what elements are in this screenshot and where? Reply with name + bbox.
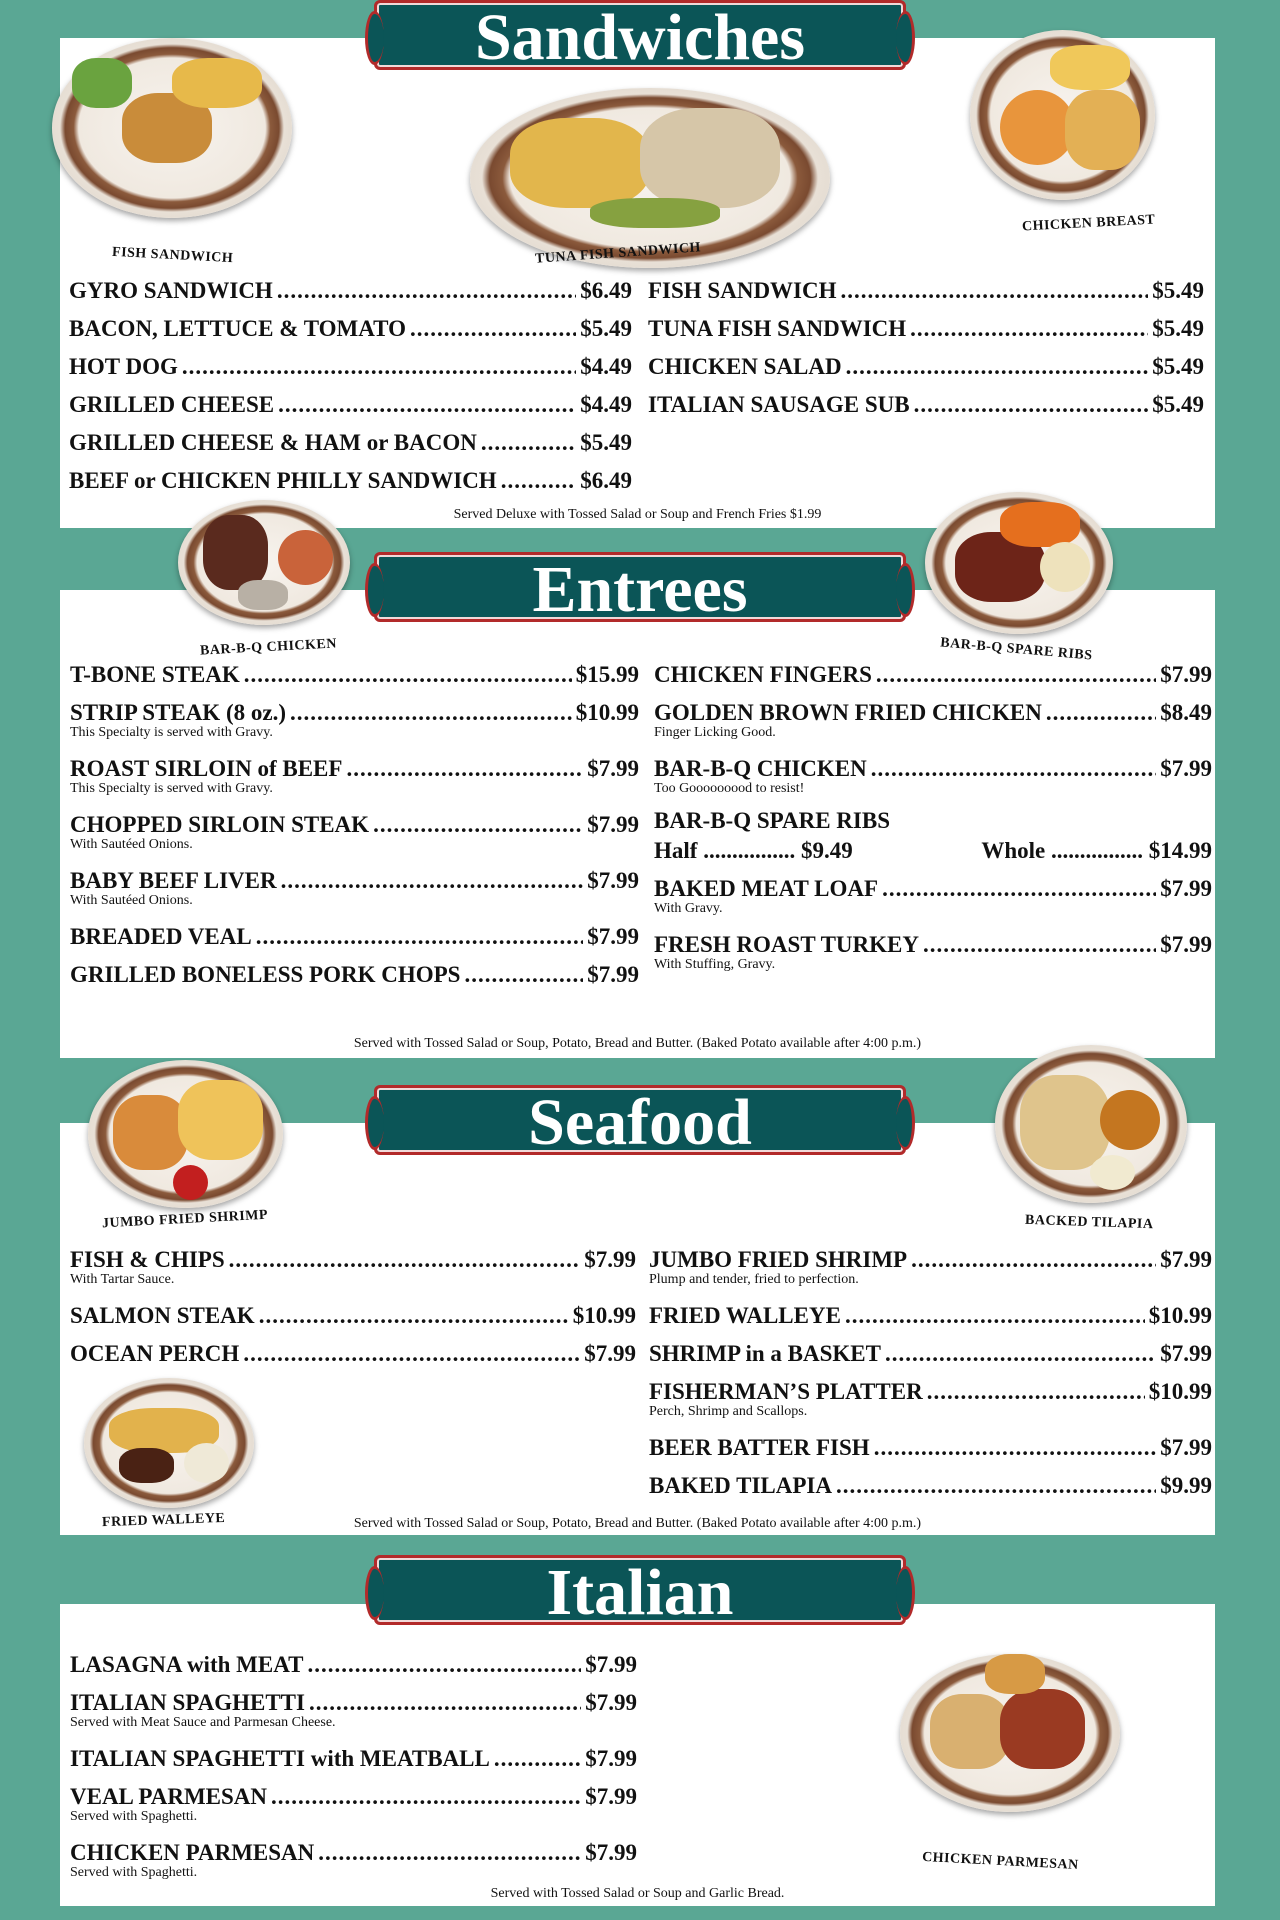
- seafood-title: Seafood: [374, 1085, 906, 1155]
- item-note: With Sautéed Onions.: [70, 893, 193, 908]
- item-price: $5.49: [580, 316, 632, 341]
- item-name: T-BONE STEAK: [70, 662, 240, 687]
- item-price: $6.49: [580, 468, 632, 493]
- item-name: ITALIAN SPAGHETTI: [70, 1690, 305, 1715]
- item-name: SALMON STEAK: [70, 1303, 255, 1328]
- menu-item: [70, 1241, 636, 1287]
- caption-tuna-fish-sandwich: TUNA FISH SANDWICH: [534, 240, 702, 267]
- item-name: CHICKEN SALAD: [648, 354, 842, 379]
- item-price: $6.49: [580, 278, 632, 303]
- menu-item: [70, 1834, 637, 1880]
- leader-dots: [244, 656, 572, 694]
- item-price: $10.99: [1148, 1379, 1212, 1404]
- leader-dots: [307, 1646, 581, 1684]
- leader-dots: [229, 1241, 581, 1279]
- item-name: ITALIAN SPAGHETTI with MEATBALL: [70, 1746, 490, 1771]
- sandwiches-footer: Served Deluxe with Tossed Salad or Soup and French Fries $1.99: [453, 507, 822, 522]
- item-price: $7.99: [584, 1247, 636, 1272]
- item-name: STRIP STEAK (8 oz.): [70, 700, 286, 725]
- item-price: $10.99: [575, 700, 639, 725]
- menu-item: [70, 806, 639, 852]
- item-name: CHICKEN FINGERS: [654, 662, 872, 687]
- item-price: $5.49: [580, 430, 632, 455]
- item-name: BAR-B-Q SPARE RIBS: [654, 808, 890, 833]
- item-name: FISH SANDWICH: [648, 278, 837, 303]
- fried-walleye-photo: [84, 1378, 254, 1508]
- menu-item: [654, 870, 1212, 916]
- item-name: ROAST SIRLOIN of BEEF: [70, 756, 343, 781]
- bbq-spare-ribs-photo: [925, 492, 1113, 634]
- menu-item: [69, 386, 632, 424]
- ribs-half-price: $9.49: [800, 838, 853, 863]
- sandwiches-panel: [60, 38, 1215, 528]
- caption-chicken-parmesan: CHICKEN PARMESAN: [921, 1849, 1080, 1874]
- item-note: Served with Spaghetti.: [70, 1809, 198, 1824]
- seafood-left-column: [70, 1241, 636, 1373]
- caption-fish-sandwich: FISH SANDWICH: [111, 244, 234, 267]
- leader-dots: [309, 1684, 581, 1722]
- item-price: $7.99: [587, 924, 639, 949]
- item-note: This Specialty is served with Gravy.: [70, 781, 273, 796]
- item-price: $7.99: [1160, 1435, 1212, 1460]
- item-note: This Specialty is served with Gravy.: [70, 725, 273, 740]
- item-note: Served with Meat Sauce and Parmesan Cheese.: [70, 1715, 336, 1730]
- italian-title: Italian: [374, 1555, 906, 1625]
- leader-dots: [885, 1335, 1156, 1373]
- item-name: BAKED MEAT LOAF: [654, 876, 879, 901]
- ribs-whole-label: Whole: [981, 838, 1046, 863]
- item-note: Perch, Shrimp and Scallops.: [649, 1404, 808, 1419]
- item-price: $15.99: [575, 662, 639, 687]
- leader-dots: [501, 462, 577, 500]
- leader-dots: [910, 310, 1148, 348]
- leader-dots: [927, 1373, 1145, 1411]
- item-price: $5.49: [1152, 278, 1204, 303]
- menu-item: [649, 1297, 1212, 1335]
- leader-dots: [914, 386, 1149, 424]
- item-price: $4.49: [580, 392, 632, 417]
- leader-dots: [278, 386, 576, 424]
- backed-tilapia-photo: [995, 1045, 1187, 1203]
- fish-sandwich-photo: [52, 38, 292, 218]
- menu-item: [648, 386, 1204, 424]
- item-name: GRILLED CHEESE: [69, 392, 275, 417]
- leader-dots: [874, 1429, 1157, 1467]
- chicken-parmesan-photo: [900, 1654, 1120, 1812]
- seafood-footer: Served with Tossed Salad or Soup, Potato, Bread and Butter. (Baked Potato available after 4:00 p.m.): [353, 1516, 922, 1531]
- item-name: LASAGNA with MEAT: [70, 1652, 304, 1677]
- leader-dots: [259, 1297, 569, 1335]
- ribs-whole: [981, 836, 1212, 866]
- menu-item: [649, 1373, 1212, 1419]
- leader-dots: [277, 272, 576, 310]
- item-price: $7.99: [1160, 932, 1212, 957]
- item-price: $7.99: [587, 812, 639, 837]
- ribs-whole-price: $14.99: [1148, 838, 1212, 863]
- seafood-right-column: [649, 1241, 1212, 1505]
- tuna-fish-sandwich-photo: [470, 88, 830, 268]
- item-price: $7.99: [585, 1746, 637, 1771]
- item-price: $9.99: [1160, 1473, 1212, 1498]
- menu-item: [70, 918, 639, 956]
- leader-dots: [846, 348, 1149, 386]
- item-price: $7.99: [584, 1341, 636, 1366]
- sandwiches-left-column: [69, 272, 632, 500]
- leader-dots: [410, 310, 576, 348]
- menu-item: [69, 272, 632, 310]
- leader-dots: [373, 806, 583, 844]
- menu-item: [70, 750, 639, 796]
- item-name: FISH & CHIPS: [70, 1247, 225, 1272]
- menu-item: [654, 656, 1212, 694]
- item-name: OCEAN PERCH: [70, 1341, 240, 1366]
- caption-jumbo-fried-shrimp: JUMBO FRIED SHRIMP: [101, 1207, 269, 1232]
- item-price: $7.99: [587, 868, 639, 893]
- item-name: VEAL PARMESAN: [70, 1784, 268, 1809]
- item-price: $7.99: [585, 1840, 637, 1865]
- ribs-price-row: [654, 836, 1212, 866]
- item-price: $5.49: [1152, 354, 1204, 379]
- menu-item: [70, 1297, 636, 1335]
- item-price: $7.99: [587, 962, 639, 987]
- item-note: Plump and tender, fried to perfection.: [649, 1272, 859, 1287]
- entrees-title: Entrees: [374, 552, 906, 622]
- item-name: CHICKEN PARMESAN: [70, 1840, 315, 1865]
- sandwiches-right-column: [648, 272, 1204, 424]
- ribs-half-label: Half: [654, 838, 698, 863]
- entrees-right-column: [654, 656, 1212, 982]
- item-name: SHRIMP in a BASKET: [649, 1341, 881, 1366]
- leader-dots: [290, 694, 572, 732]
- italian-left-column: [70, 1646, 637, 1890]
- leader-dots: [911, 1241, 1156, 1279]
- item-price: $7.99: [1160, 756, 1212, 781]
- menu-item: [70, 694, 639, 740]
- leader-dots: [494, 1740, 581, 1778]
- caption-bbq-spare-ribs: BAR-B-Q SPARE RIBS: [939, 635, 1094, 664]
- menu-item: [648, 310, 1204, 348]
- jumbo-fried-shrimp-photo: [88, 1060, 283, 1208]
- item-note: With Stuffing, Gravy.: [654, 957, 776, 972]
- item-note: Served with Spaghetti.: [70, 1865, 198, 1880]
- item-note: With Sautéed Onions.: [70, 837, 193, 852]
- ribs-half: [654, 836, 853, 866]
- item-price: $7.99: [585, 1652, 637, 1677]
- menu-item: [70, 1684, 637, 1730]
- item-price: $10.99: [1148, 1303, 1212, 1328]
- item-name: JUMBO FRIED SHRIMP: [649, 1247, 908, 1272]
- leader-dots: [841, 272, 1149, 310]
- menu-item: [648, 272, 1204, 310]
- item-price: $4.49: [580, 354, 632, 379]
- item-price: $7.99: [1160, 1341, 1212, 1366]
- chicken-breast-photo: [970, 30, 1155, 200]
- leader-dots: ................: [1045, 838, 1149, 863]
- leader-dots: [1046, 694, 1156, 732]
- item-price: $8.49: [1160, 700, 1212, 725]
- item-name: GOLDEN BROWN FRIED CHICKEN: [654, 700, 1042, 725]
- menu-item: [648, 348, 1204, 386]
- item-price: $7.99: [585, 1690, 637, 1715]
- item-price: $7.99: [1160, 1247, 1212, 1272]
- menu-item: [654, 926, 1212, 972]
- menu-item: [70, 1335, 636, 1373]
- menu-item: [649, 1429, 1212, 1467]
- menu-item: [69, 424, 632, 462]
- item-name: GRILLED BONELESS PORK CHOPS: [70, 962, 461, 987]
- leader-dots: [481, 424, 576, 462]
- menu-item: [70, 956, 639, 994]
- item-name: CHOPPED SIRLOIN STEAK: [70, 812, 370, 837]
- item-name: BACON, LETTUCE & TOMATO: [69, 316, 406, 341]
- menu-item: [649, 1335, 1212, 1373]
- leader-dots: [346, 750, 583, 788]
- menu-item: [654, 694, 1212, 740]
- menu-item: [649, 1241, 1212, 1287]
- leader-dots: [464, 956, 583, 994]
- item-name: ITALIAN SAUSAGE SUB: [648, 392, 910, 417]
- menu-item: [70, 862, 639, 908]
- caption-chicken-breast: CHICKEN BREAST: [1021, 212, 1156, 235]
- bbq-spare-ribs-item: [654, 806, 1212, 866]
- leader-dots: [882, 870, 1156, 908]
- item-note: Too Gooooooood to resist!: [654, 781, 805, 796]
- leader-dots: [281, 862, 584, 900]
- item-price: $7.99: [587, 756, 639, 781]
- entrees-footer: Served with Tossed Salad or Soup, Potato, Bread and Butter. (Baked Potato available after 4:00 p.m.): [353, 1036, 922, 1051]
- item-name: BAR-B-Q CHICKEN: [654, 756, 867, 781]
- menu-item: [649, 1467, 1212, 1505]
- item-name: TUNA FISH SANDWICH: [648, 316, 907, 341]
- caption-bbq-chicken: BAR-B-Q CHICKEN: [199, 636, 338, 659]
- leader-dots: [871, 750, 1156, 788]
- sandwiches-title: Sandwiches: [374, 0, 906, 70]
- item-name: FRIED WALLEYE: [649, 1303, 841, 1328]
- leader-dots: [923, 926, 1156, 964]
- item-price: $7.99: [1160, 662, 1212, 687]
- item-name: BEEF or CHICKEN PHILLY SANDWICH: [69, 468, 497, 493]
- item-price: $7.99: [1160, 876, 1212, 901]
- leader-dots: [845, 1297, 1145, 1335]
- item-name: GRILLED CHEESE & HAM or BACON: [69, 430, 477, 455]
- leader-dots: [318, 1834, 581, 1872]
- menu-item: [69, 462, 632, 500]
- caption-backed-tilapia: BACKED TILAPIA: [1024, 1212, 1154, 1233]
- menu-item: [70, 1646, 637, 1684]
- item-price: $5.49: [1152, 316, 1204, 341]
- item-name: BREADED VEAL: [70, 924, 252, 949]
- item-price: $5.49: [1152, 392, 1204, 417]
- item-name: FISHERMAN’S PLATTER: [649, 1379, 923, 1404]
- item-name: GYRO SANDWICH: [69, 278, 273, 303]
- item-name: HOT DOG: [69, 354, 178, 379]
- leader-dots: [836, 1467, 1156, 1505]
- leader-dots: [256, 918, 584, 956]
- item-name: BAKED TILAPIA: [649, 1473, 832, 1498]
- leader-dots: [243, 1335, 580, 1373]
- item-note: With Gravy.: [654, 901, 723, 916]
- menu-item: [69, 348, 632, 386]
- item-price: $10.99: [572, 1303, 636, 1328]
- item-name: BEER BATTER FISH: [649, 1435, 870, 1460]
- italian-footer: Served with Tossed Salad or Soup and Garlic Bread.: [490, 1886, 785, 1901]
- menu-item: [70, 656, 639, 694]
- italian-panel: [60, 1604, 1215, 1906]
- menu-item: [70, 1778, 637, 1824]
- leader-dots: ................: [697, 838, 801, 863]
- leader-dots: [182, 348, 576, 386]
- entrees-left-column: [70, 656, 639, 994]
- caption-fried-walleye: FRIED WALLEYE: [101, 1510, 226, 1531]
- menu-item: [69, 310, 632, 348]
- menu-item: [70, 1740, 637, 1778]
- item-name: BABY BEEF LIVER: [70, 868, 277, 893]
- menu-item: [654, 750, 1212, 796]
- item-note: Finger Licking Good.: [654, 725, 776, 740]
- bbq-chicken-photo: [178, 500, 350, 625]
- item-price: $7.99: [585, 1784, 637, 1809]
- item-name: FRESH ROAST TURKEY: [654, 932, 919, 957]
- leader-dots: [876, 656, 1156, 694]
- item-note: With Tartar Sauce.: [70, 1272, 175, 1287]
- leader-dots: [271, 1778, 581, 1816]
